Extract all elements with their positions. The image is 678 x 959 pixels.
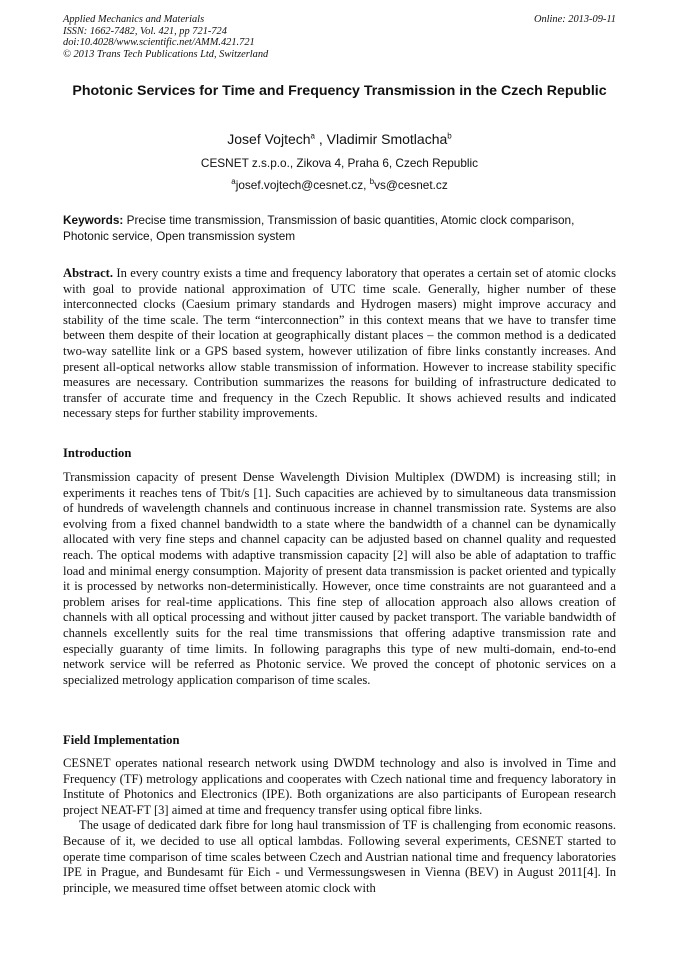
- author-name: Vladimir Smotlacha: [326, 131, 448, 147]
- copyright-line: © 2013 Trans Tech Publications Ltd, Switzerland: [63, 48, 269, 60]
- email-address: josef.vojtech@cesnet.cz,: [235, 178, 370, 192]
- keywords-text: Precise time transmission, Transmission of basic quantities, Atomic clock comparison, Photonic service, Open transmission system: [63, 213, 575, 243]
- abstract-text: In every country exists a time and frequency laboratory that operates a certain set of atomic clocks with goal to provide national approximation of UTC time scale. Generally, higher number of these interconnected clocks (Caesium primary standards and Hydrogen masers) might improve accuracy and stability of the time scale. The term “interconnection” in this context means that we have to transfer time between them despite of their location at geographically distant places – the common method is a dedicated two-way satellite link or a GPS based system, however utilization of fibre links constantly increases. And present all-optical networks allow stable transmission of information. However to increase stability specific measures are necessary. Contribution summarizes the reasons for building of infrastructure dedicated to transfer of accurate time and frequency in the Czech Republic. It shows achieved results and indicated necessary steps for further stability improvements.: [63, 266, 616, 421]
- email-mark: a: [231, 177, 236, 187]
- author-separator: ,: [315, 131, 327, 147]
- field-implementation-text: [63, 756, 616, 896]
- issn-line: ISSN: 1662-7482, Vol. 421, pp 721-724: [63, 25, 227, 37]
- email-mark: b: [369, 177, 375, 187]
- section-heading: Field Implementation: [63, 733, 180, 747]
- email-line: [63, 178, 616, 193]
- section-heading: Introduction: [63, 446, 132, 460]
- author-affil-mark: a: [310, 131, 315, 141]
- paragraph: CESNET operates national research network using DWDM technology and also is involved in Time and Frequency (TF) metrology applications and cooperates with Czech national time and frequency laboratory in Institute of Photonics and Electronics (IPE). Both organizations are also participants of European research project NEAT-FT [3] aimed at time and frequency transfer using optical fibre links.: [63, 756, 616, 817]
- author-name: Josef Vojtech: [227, 131, 311, 147]
- author-affil-mark: b: [447, 131, 452, 141]
- doi-line: doi:10.4028/www.scientific.net/AMM.421.721: [63, 37, 255, 49]
- keywords-block: [63, 212, 616, 244]
- email-address: vs@cesnet.cz: [374, 178, 448, 192]
- online-date: Online: 2013-09-11: [533, 14, 616, 25]
- journal-name: Applied Mechanics and Materials: [63, 14, 205, 25]
- abstract-block: [63, 266, 616, 422]
- affiliation: CESNET z.s.p.o., Zikova 4, Praha 6, Czech Republic: [200, 156, 479, 170]
- paragraph: The usage of dedicated dark fibre for long haul transmission of TF is challenging from economic reasons. Because of it, we decided to use all optical lambdas. Following several experiments, CESNET started to operate time comparison of time scales between Czech and Austrian national time and frequency laboratories IPE in Prague, and Bundesamt für Eich - und Vermessungswesen in Vienna (BEV) in August 2011[4]. In principle, we measured time offset between atomic clock with: [63, 818, 616, 895]
- introduction-text: Transmission capacity of present Dense Wavelength Division Multiplex (DWDM) is increasing still; in experiments it reaches tens of Tbit/s [1]. Such capacities are achieved by to simultaneous data transmission of hundreds of wavelength channels and continuous increase in channel transmission rate. Systems are also evolving from a fixed channel bandwidth to a state where the bandwidth of a channel can be dynamically allocated with very fine steps and channel capacity can be adjusted based on channel quality and requested reach. The optical modems with adaptive transmission capacity [2] will also be able of adaptation to traffic load and minimal energy consumption. Majority of present data transmission is packet oriented and typically it is processed by networks non-deterministically. However, once time constraints are not guaranteed and a problem arises for real-time applications. This fine step of allocation approach also allows creation of channels with all optical processing and without jitter caused by packet transport. The variable bandwidth of channels excellently suits for the real time transmissions that offering adaptive transmission rate and especially guaranty of time limits. In following paragraphs this type of new multi-domain, end-to-end network service will be referred as Photonic service. We proved the concept of photonic services on a specialized metrology application comparison of time scales.: [63, 470, 616, 687]
- journal-header: [63, 14, 616, 60]
- authors-line: [63, 130, 616, 148]
- keywords-label: Keywords:: [63, 213, 124, 227]
- paper-title: Photonic Services for Time and Frequency Transmission in the Czech Republic: [72, 83, 607, 99]
- abstract-label: Abstract.: [63, 266, 114, 280]
